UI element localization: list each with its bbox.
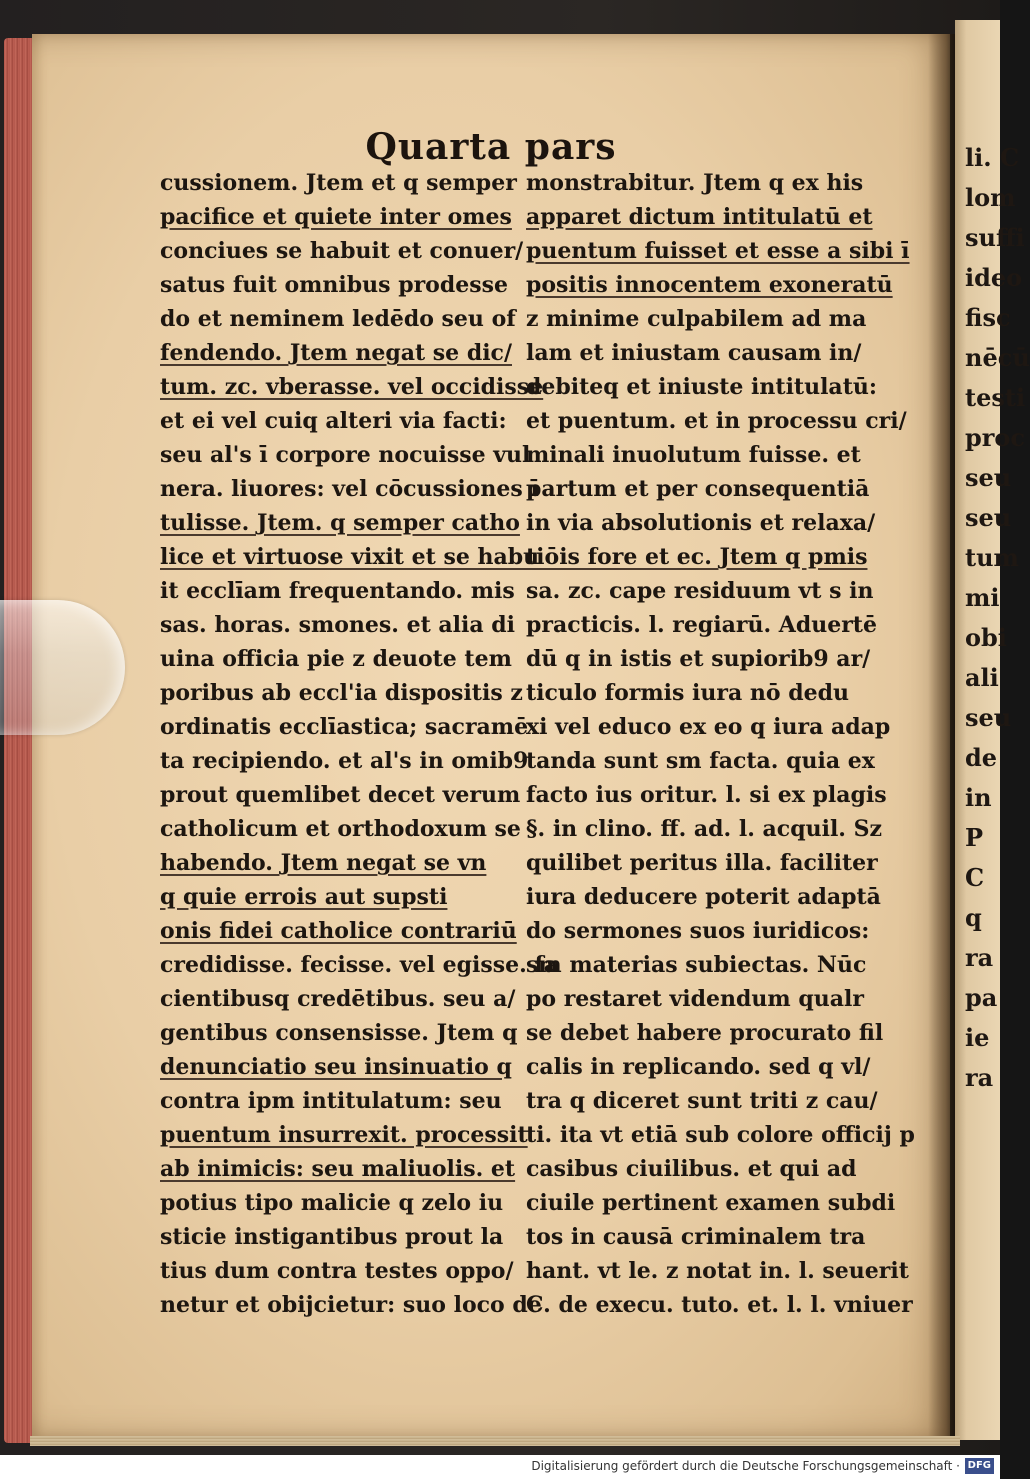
text-line: facto ius oritur. l. si ex plagis bbox=[526, 782, 887, 808]
text-line: uina officia pie z deuote tem bbox=[160, 646, 512, 672]
text-line: ti. ita vt etiā sub colore officij p bbox=[526, 1122, 915, 1148]
text-line: in via absolutionis et relaxa/ bbox=[526, 510, 876, 536]
text-line: et puentum. et in processu cri/ bbox=[526, 408, 907, 434]
text-line: §. in clino. ff. ad. l. acquil. Sz bbox=[526, 816, 882, 842]
facing-page-line: in bbox=[965, 783, 992, 812]
text-line: netur et obijcietur: suo loco de bbox=[160, 1292, 542, 1318]
text-line: prout quemlibet decet verum bbox=[160, 782, 521, 808]
text-line: tum. zc. vberasse. vel occidisse bbox=[160, 374, 544, 400]
text-line: lam et iniustam causam in/ bbox=[526, 340, 862, 366]
text-line: et ei vel cuiq alteri via facti: bbox=[160, 408, 507, 434]
text-line: ciuile pertinent examen subdi bbox=[526, 1190, 896, 1216]
text-line: hant. vt le. z notat in. l. seuerit bbox=[526, 1258, 909, 1284]
text-line: sticie instigantibus prout la bbox=[160, 1224, 504, 1250]
text-line: iura deducere poterit adaptā bbox=[526, 884, 881, 910]
facing-page-line: ali bbox=[965, 663, 999, 692]
text-line: credidisse. fecisse. vel egisse. fa bbox=[160, 952, 559, 978]
facing-page-line: ideo bbox=[965, 263, 1023, 292]
text-line: do sermones suos iuridicos: bbox=[526, 918, 870, 944]
text-line: conciues se habuit et conuer/ bbox=[160, 238, 524, 264]
footer-credit: Digitalisierung gefördert durch die Deutsche Forschungsgemeinschaft · bbox=[531, 1459, 960, 1473]
right-text-column bbox=[526, 166, 936, 1322]
text-line: sas. horas. smones. et alia di bbox=[160, 612, 516, 638]
facing-page-line: obi bbox=[965, 623, 1007, 652]
text-line: practicis. l. regiarū. Aduertē bbox=[526, 612, 877, 638]
facing-page-line: ie bbox=[965, 1023, 990, 1052]
facing-page-line: proc bbox=[965, 423, 1026, 452]
facing-page-line: seu bbox=[965, 503, 1012, 532]
facing-page-line: ra bbox=[965, 943, 994, 972]
left-text-column bbox=[160, 166, 559, 1322]
facing-page-line: li. C bbox=[965, 143, 1020, 172]
book-page bbox=[32, 34, 950, 1438]
fore-edge bbox=[4, 38, 34, 1443]
text-line: puentum fuisset et esse a sibi ī bbox=[526, 238, 910, 264]
facing-page-line: pa bbox=[965, 983, 998, 1012]
facing-page-line: fisc bbox=[965, 303, 1011, 332]
text-line: ticulo formis iura nō dedu bbox=[526, 680, 849, 706]
facing-page-line: lom bbox=[965, 183, 1016, 212]
text-line: C. de execu. tuto. et. l. l. vniuer bbox=[526, 1292, 913, 1318]
facing-page-line: testi bbox=[965, 383, 1026, 412]
text-line: pacifice et quiete inter omes bbox=[160, 204, 512, 230]
text-line: minali inuolutum fuisse. et bbox=[526, 442, 861, 468]
text-line: do et neminem ledēdo seu of bbox=[160, 306, 516, 332]
text-line: tulisse. Jtem. q semper catho bbox=[160, 510, 520, 536]
text-line: satus fuit omnibus prodesse bbox=[160, 272, 509, 298]
text-line: calis in replicando. sed q vl/ bbox=[526, 1054, 871, 1080]
text-line: tius dum contra testes oppo/ bbox=[160, 1258, 514, 1284]
text-line: poribus ab eccl'ia dispositis z bbox=[160, 680, 523, 706]
text-line: q quie errois aut supsti bbox=[160, 884, 448, 910]
footer-bar bbox=[0, 1455, 1000, 1479]
text-line: contra ipm intitulatum: seu bbox=[160, 1088, 502, 1114]
text-line: denunciatio seu insinuatio q bbox=[160, 1054, 512, 1080]
text-line: casibus ciuilibus. et qui ad bbox=[526, 1156, 857, 1182]
text-line: tos in causā criminalem tra bbox=[526, 1224, 866, 1250]
page-bottom-edge bbox=[30, 1436, 960, 1446]
text-line: ordinatis ecclīastica; sacramē bbox=[160, 714, 529, 740]
text-line: tiōis fore et ec. Jtem q pmis bbox=[526, 544, 868, 570]
text-line: gentibus consensisse. Jtem q bbox=[160, 1020, 518, 1046]
facing-page-line: de bbox=[965, 743, 998, 772]
text-line: ab inimicis: seu maliuolis. et bbox=[160, 1156, 516, 1182]
text-line: monstrabitur. Jtem q ex his bbox=[526, 170, 864, 196]
text-line: nera. liuores: vel cōcussiones ī bbox=[160, 476, 539, 502]
gutter-shadow bbox=[928, 34, 958, 1438]
text-line: positis innocentem exoneratū bbox=[526, 272, 893, 298]
text-line: puentum insurrexit. processit bbox=[160, 1122, 528, 1148]
text-line: catholicum et orthodoxum se bbox=[160, 816, 521, 842]
facing-page-edge bbox=[955, 20, 1030, 1440]
facing-page-line: q bbox=[965, 903, 982, 932]
facing-page-line: nēcū bbox=[965, 343, 1030, 372]
text-line: tanda sunt sm facta. quia ex bbox=[526, 748, 875, 774]
text-line: seu al's ī corpore nocuisse vul bbox=[160, 442, 531, 468]
facing-page-line: mi bbox=[965, 583, 1000, 612]
page-title: Quarta pars bbox=[365, 126, 617, 168]
text-line: quilibet peritus illa. faciliter bbox=[526, 850, 878, 876]
facing-page-line: seu bbox=[965, 703, 1012, 732]
facing-page-text bbox=[955, 138, 1030, 1098]
dfg-logo: DFG bbox=[965, 1458, 994, 1474]
facing-page-line: P bbox=[965, 823, 984, 852]
text-line: sm materias subiectas. Nūc bbox=[526, 952, 867, 978]
text-line: z minime culpabilem ad ma bbox=[526, 306, 867, 332]
facing-page-line: ra bbox=[965, 1063, 994, 1092]
text-line: it ecclīam frequentando. mis bbox=[160, 578, 515, 604]
text-line: se debet habere procurato fil bbox=[526, 1020, 884, 1046]
text-line: debiteq et iniuste intitulatū: bbox=[526, 374, 877, 400]
text-line: dū q in istis et supiorib9 ar/ bbox=[526, 646, 871, 672]
text-line: po restaret videndum qualr bbox=[526, 986, 864, 1012]
text-line: apparet dictum intitulatū et bbox=[526, 204, 873, 230]
text-line: tra q diceret sunt triti z cau/ bbox=[526, 1088, 878, 1114]
text-line: potius tipo malicie q zelo iu bbox=[160, 1190, 504, 1216]
facing-page-line: suffi bbox=[965, 223, 1025, 252]
text-line: onis fidei catholice contrariū bbox=[160, 918, 517, 944]
text-line: xi vel educo ex eo q iura adap bbox=[526, 714, 891, 740]
text-line: ta recipiendo. et al's in omib9 bbox=[160, 748, 529, 774]
text-line: partum et per consequentiā bbox=[526, 476, 870, 502]
text-line: sa. zc. cape residuum vt s in bbox=[526, 578, 874, 604]
text-line: fendendo. Jtem negat se dic/ bbox=[160, 340, 512, 366]
text-line: cussionem. Jtem et q semper bbox=[160, 170, 517, 196]
text-line: cientibusq credētibus. seu a/ bbox=[160, 986, 516, 1012]
facing-page-line: C bbox=[965, 863, 985, 892]
text-line: lice et virtuose vixit et se habu bbox=[160, 544, 540, 570]
text-line: habendo. Jtem negat se vn bbox=[160, 850, 487, 876]
facing-page-line: seu bbox=[965, 463, 1012, 492]
facing-page-line: tum bbox=[965, 543, 1019, 572]
